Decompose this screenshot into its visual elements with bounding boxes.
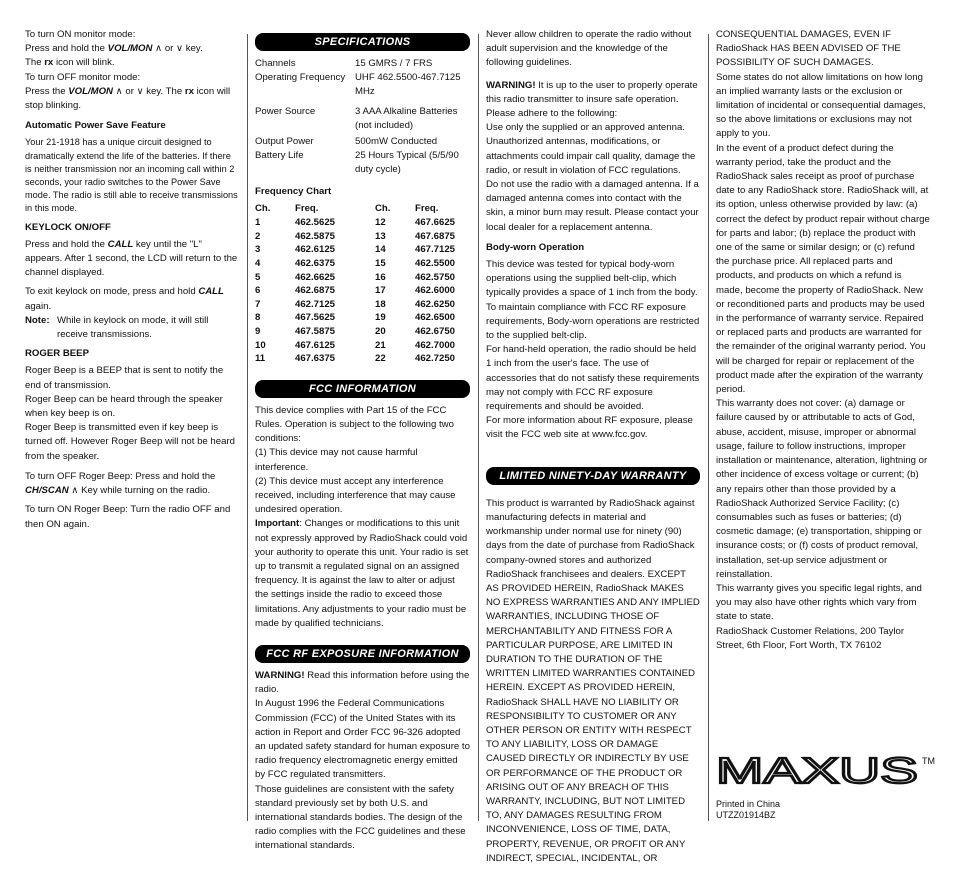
spec-row: Output Power 500mW Conducted: [255, 136, 438, 147]
freq-cell: 21: [375, 339, 386, 351]
freq-cell: 19: [375, 312, 386, 324]
column-1: [25, 28, 239, 537]
customer-relations-address: RadioShack Customer Relations, 200 Taylor Street, 6th Floor, Fort Worth, TX 76102: [716, 625, 905, 651]
roger-text-1: Roger Beep is a BEEP that is sent to notify the end of transmission.: [25, 365, 224, 391]
warranty-cont-4: This warranty does not cover: (a) damage or failure caused by or attributable to acts of God, abuse, accident, misuse, improper or abnormal usage, failure to follow instructions, improper installation or maintenance, alteration, lightning or other incidence of excess voltage or current; (b) any repairs other than those provided by a RadioShack Authorized Service Facility; (c) consumables such as fuses or batteries; (d) cosmetic damage; (e) transportation, shipping or insurance costs; or (f) costs of product removal, installation, set-up service adjustment or reinstallation.: [716, 398, 928, 580]
column-divider: [247, 34, 248, 821]
warning-antenna-2: Do not use the radio with a damaged antenna. If a damaged antenna comes into contact with the skin, a minor burn may result. Please contact your local dealer for a replacement antenna.: [486, 179, 699, 233]
warranty-cont-5: This warranty gives you specific legal rights, and you may also have other rights which vary from state to state.: [716, 582, 922, 623]
freq-cell: 462.5750: [415, 271, 456, 283]
freq-cell: 12: [375, 217, 386, 229]
warranty-heading: LIMITED NINETY-DAY WARRANTY: [486, 467, 700, 485]
freq-cell: 5: [255, 271, 261, 283]
freq-row: [255, 230, 470, 244]
column-4: [716, 28, 930, 659]
fcc-condition-2: (2) This device must accept any interference received, including interference that may cause undesired operation.: [255, 475, 456, 516]
freq-row: [255, 257, 470, 271]
freq-cell: 11: [255, 353, 266, 365]
freq-cell: 14: [375, 244, 386, 256]
specifications-heading: SPECIFICATIONS: [255, 33, 470, 51]
freq-cell: 2: [255, 230, 261, 242]
freq-cell: 462.5625: [295, 217, 336, 229]
roger-on: To turn ON Roger Beep: Turn the radio OFF and then ON again.: [25, 504, 231, 530]
freq-cell: 16: [375, 271, 386, 283]
freq-cell: 13: [375, 230, 386, 242]
rf-paragraph-2: Those guidelines are consistent with the safety standard previously set by both U.S. and international standards bodies. The design of the radio complies with the FCC guidelines and these international standards.: [255, 783, 466, 852]
freq-row: [255, 243, 470, 257]
keylock-heading: KEYLOCK ON/OFF: [25, 221, 111, 233]
warranty-cont-2: Some states do not allow limitations on how long an implied warranty lasts or the exclusion or limitation of incidental or consequential damages, so the above limitations or exclusions may not apply to you.: [716, 71, 926, 140]
printed-in: Printed in China: [716, 799, 781, 809]
warning-antenna-1: Use only the supplied or an approved antenna. Unauthorized antennas, modifications, or attachments could impair call quality, damage the radio, or result in violation of FCC regulations.: [486, 122, 696, 176]
freq-cell: 467.6375: [295, 353, 336, 365]
freq-cell: 462.6000: [415, 285, 456, 297]
freq-header: Freq.: [295, 203, 319, 215]
freq-cell: 462.6875: [295, 285, 336, 297]
children-guideline: Never allow children to operate the radio without adult supervision and the knowledge of the following guidelines.: [486, 29, 692, 69]
specifications-table: [255, 57, 470, 177]
rf-paragraph-1: In August 1996 the Federal Communications Commission (FCC) of the United States with its action in Report and Order FCC 96-326 adopted an updated safety standard for human exposure to radio frequency electromagnetic energy emitted by FCC regulated transmitters.: [255, 698, 470, 781]
freq-cell: 6: [255, 285, 261, 297]
column-2: [255, 33, 470, 860]
freq-cell: 462.6125: [295, 244, 336, 256]
freq-header: Ch.: [255, 203, 271, 215]
freq-cell: 18: [375, 298, 386, 310]
freq-cell: 15: [375, 257, 386, 269]
warranty-text: This product is warranted by RadioShack against manufacturing defects in material and workmanship under normal use for ninety (90) days from the date of purchase from RadioShack company-owned stores and authorized RadioShack franchisees and dealers. EXCEPT AS PROVIDED HEREIN, RadioShack MAKES NO EXPRESS WARRANTIES AND ANY IMPLIED WARRANTIES, INCLUDING THOSE OF MERCHANTABILITY AND FITNESS FOR A PARTICULAR PURPOSE, ARE LIMITED IN DURATION TO THE DURATION OF THE WRITTEN LIMITED WARRANTIES CONTAINED HEREIN. EXCEPT AS PROVIDED HEREIN, RadioShack SHALL HAVE NO LIABILITY OR RESPONSIBILITY TO CUSTOMER OR ANY OTHER PERSON OR ENTITY WITH RESPECT TO ANY LIABILITY, LOSS OR DAMAGE CAUSED DIRECTLY OR INDIRECTLY BY USE OR PERFORMANCE OF THE PRODUCT OR ARISING OUT OF ANY BREACH OF THIS WARRANTY, INCLUDING, BUT NOT LIMITED TO, ANY DAMAGES RESULTING FROM INCONVENIENCE, LOSS OF TIME, DATA, PROPERTY, REVENUE, OR PROFIT OR ANY INDIRECT, SPECIAL, INCIDENTAL, OR: [486, 497, 700, 864]
caret-down-icon: ∨: [176, 43, 184, 55]
freq-cell: 20: [375, 325, 386, 337]
monitor-off-title: To turn OFF monitor mode:: [25, 71, 141, 83]
caret-down-icon: ∨: [136, 85, 144, 97]
monitor-on-title: To turn ON monitor mode:: [25, 29, 136, 40]
monitor-on-rx: The rx icon will blink.: [25, 57, 115, 69]
frequency-chart: [255, 202, 470, 366]
freq-cell: 8: [255, 312, 261, 324]
monitor-on-instruction: Press and hold the VOL/MON ∧ or ∨ key.: [25, 43, 203, 55]
roger-text-3: Roger Beep is transmitted even if key beep is turned off. However Roger Beep will not be heard from the speaker.: [25, 422, 235, 462]
freq-cell: 462.5875: [295, 230, 336, 242]
freq-cell: 3: [255, 244, 261, 256]
freq-cell: 462.6500: [415, 312, 456, 324]
column-divider: [708, 34, 709, 821]
freq-cell: 467.7125: [415, 244, 456, 256]
freq-cell: 462.6375: [295, 257, 336, 269]
freq-cell: 462.7250: [415, 353, 456, 365]
frequency-chart-title: Frequency Chart: [255, 186, 332, 197]
freq-cell: 4: [255, 257, 261, 269]
keylock-exit: To exit keylock on mode, press and hold CALL again.: [25, 286, 224, 312]
freq-cell: 467.5625: [295, 312, 336, 324]
spec-row: Power Source 3 AAA Alkaline Batteries (not included): [255, 106, 458, 131]
aps-heading: Automatic Power Save Feature: [25, 120, 166, 132]
freq-cell: 467.5875: [295, 325, 336, 337]
freq-cell: 462.7125: [295, 298, 336, 310]
freq-row: [255, 298, 470, 312]
freq-row: [255, 325, 470, 339]
trademark-mark: TM: [922, 756, 935, 766]
freq-cell: 467.6875: [415, 230, 456, 242]
print-info: [716, 799, 780, 821]
fcc-condition-1: (1) This device may not cause harmful interference.: [255, 447, 418, 473]
warranty-cont-1: CONSEQUENTIAL DAMAGES, EVEN IF RadioShack HAS BEEN ADVISED OF THE POSSIBILITY OF SUCH DAMAGES.: [716, 29, 901, 69]
aps-text: Your 21-1918 has a unique circuit designed to dramatically extend the life of the batteries. If there is neither transmission nor an incoming call within 2 seconds, your radio switches to the Power Save mode. The radio is still able to receive transmissions in this mode.: [25, 137, 238, 214]
freq-cell: 462.6750: [415, 325, 456, 337]
part-code: UTZZ01914BZ: [716, 810, 776, 820]
roger-text-2: Roger Beep can be heard through the speaker when key beep is on.: [25, 393, 223, 420]
rf-warning: WARNING! Read this information before using the radio.: [255, 669, 470, 696]
column-3: [486, 28, 700, 871]
column-divider: [478, 34, 479, 821]
spec-row: Operating Frequency UHF 462.5500-467.7125 MHz: [255, 72, 461, 97]
freq-row: [255, 284, 470, 298]
fcc-information-heading: FCC INFORMATION: [255, 380, 470, 398]
body-worn-heading: Body-worn Operation: [486, 241, 585, 253]
body-worn-text-1: This device was tested for typical body-worn operations using the supplied belt-clip, which typically provides a space of 1 inch from the body. To maintain compliance with FCC RF exposure requirements, Body-worn operations are restricted to the supplied belt-clip.: [486, 259, 700, 342]
freq-cell: 22: [375, 353, 386, 365]
freq-row: [255, 311, 470, 325]
roger-off: To turn OFF Roger Beep: Press and hold the CH/SCAN ∧ Key while turning on the radio.: [25, 470, 216, 497]
maxus-logo: [716, 752, 936, 788]
freq-cell: 462.5500: [415, 257, 456, 269]
caret-up-icon: ∧: [71, 485, 79, 497]
radio-warning: WARNING! It is up to the user to properly operate this radio transmitter to insure safe operation. Please adhere to the following:: [486, 79, 698, 120]
spec-row: Battery Life 25 Hours Typical (5/5/90 duty cycle): [255, 150, 459, 175]
fcc-intro: This device complies with Part 15 of the FCC Rules. Operation is subject to the following two conditions:: [255, 404, 454, 445]
keylock-note: Note: While in keylock on mode, it will still receive transmissions.: [25, 314, 209, 341]
freq-header: Ch.: [375, 203, 391, 215]
rf-exposure-heading: FCC RF EXPOSURE INFORMATION: [255, 645, 470, 663]
body-worn-text-3: For more information about RF exposure, please visit the FCC web site at www.fcc.gov.: [486, 415, 693, 441]
freq-cell: 462.7000: [415, 339, 456, 351]
freq-row: [255, 339, 470, 353]
freq-row: [255, 271, 470, 285]
freq-row: [255, 352, 470, 366]
freq-cell: 467.6125: [295, 339, 336, 351]
freq-cell: 9: [255, 325, 261, 337]
freq-cell: 10: [255, 339, 266, 351]
monitor-off-instruction: Press the VOL/MON ∧ or ∨ key. The rx icon will stop blinking.: [25, 85, 231, 112]
roger-heading: ROGER BEEP: [25, 348, 89, 360]
fcc-important: Important: Changes or modifications to this unit not expressly approved by RadioShack could void your authority to operate this unit. Your radio is set up to transmit a regulated signal on an assigned frequency. It is against the law to alter or adjust the settings inside the radio to exceed those limitations. Any adjustments to your radio must be made by qualified technicians.: [255, 518, 469, 629]
caret-up-icon: ∧: [115, 85, 123, 97]
freq-header: Freq.: [415, 203, 439, 215]
keylock-text: Press and hold the CALL key until the "L" appears. After 1 second, the LCD will return to the channel displayed.: [25, 238, 238, 279]
freq-cell: 462.6625: [295, 271, 336, 283]
freq-row: [255, 216, 470, 230]
caret-up-icon: ∧: [155, 43, 163, 55]
spec-row: Channels 15 GMRS / 7 FRS: [255, 58, 433, 69]
logo-text: MAXUS: [716, 752, 918, 788]
freq-cell: 467.6625: [415, 217, 456, 229]
freq-cell: 1: [255, 217, 261, 229]
freq-cell: 462.6250: [415, 298, 456, 310]
body-worn-text-2: For hand-held operation, the radio should be held 1 inch from the user's face. The use of accessories that do not satisfy these requirements may not comply with FCC RF exposure requirements and should be avoided.: [486, 344, 700, 413]
freq-cell: 7: [255, 298, 261, 310]
freq-cell: 17: [375, 285, 386, 297]
warranty-cont-3: In the event of a product defect during the warranty period, take the product and the RadioShack sales receipt as proof of purchase date to any RadioShack store. RadioShack will, at its option, unless otherwise provided by law: (a) correct the defect by product repair without charge for parts and labor; (b) replace the product with one of the same or similar design; or (c) refund the purchase price. All replaced parts and products, and products on which a refund is made, become the property of RadioShack. New or reconditioned parts and products may be used in the performance of warranty service. Repaired or replaced parts and products are warranted for the remainder of the original warranty period. You will be charged for repair or replacement of the product made after the expiration of the warranty period.: [716, 142, 930, 396]
